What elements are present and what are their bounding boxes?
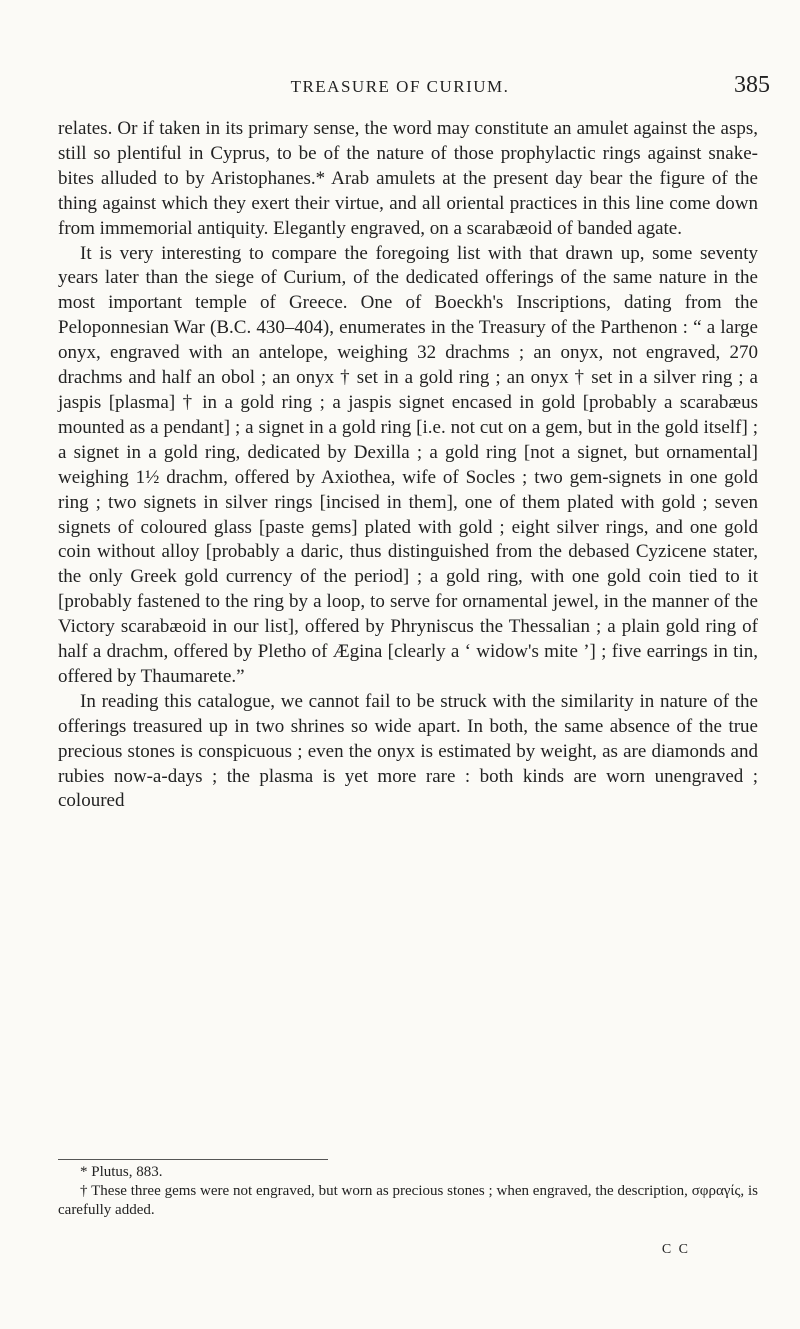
- paragraph-3: In reading this catalogue, we cannot fail to be struck with the similarity in nature of the offerings treasured up in two shrines so wide apart. In both, the same absence of the true precious stones is conspicuous ; even the onyx is estimated by weight, as are diamonds and rubies now-a-days ; the plasma is yet more rare : both kinds are worn unengraved ; coloured: [58, 690, 758, 812]
- page-number: 385: [734, 72, 770, 98]
- footnote-rule: [58, 1159, 328, 1160]
- paragraph-1: relates. Or if taken in its primary sense, the word may constitute an amulet against the asps, still so plentiful in Cyprus, to be of the nature of those prophylactic rings against snake-bites alluded to by Aristophanes.* Arab amulets at the present day bear the figure of the thing against which they exert their virtue, and all oriental practices in this line come down from immemorial antiquity. Elegantly engraved, on a scarabæoid of banded agate.: [58, 118, 758, 239]
- footnote-2: † These three gems were not engraved, but worn as precious stones ; when engraved, the description, σφραγίς, is carefully added.: [58, 1183, 758, 1218]
- body-text: [58, 117, 758, 814]
- running-title: TREASURE OF CURIUM.: [290, 77, 510, 96]
- footnotes: [58, 1163, 758, 1220]
- signature-mark: C C: [661, 1242, 690, 1257]
- footnote-1: * Plutus, 883.: [80, 1164, 163, 1180]
- paragraph-2: It is very interesting to compare the foregoing list with that drawn up, some seventy years later than the siege of Curium, of the dedicated offerings of the same nature in the most important temple of Greece. One of Boeckh's Inscriptions, dating from the Peloponnesian War (B.C. 430–404), enumerates in the Treasury of the Parthenon : “ a large onyx, engraved with an antelope, weighing 32 drachms ; an onyx, not engraved, 270 drachms and half an obol ; an onyx † set in a gold ring ; an onyx † set in a silver ring ; a jaspis [plasma] † in a gold ring ; a jaspis signet encased in gold [probably a scarabæus mounted as a pendant] ; a signet in a gold ring [i.e. not cut on a gem, but in the gold itself] ; a signet in a gold ring, dedicated by Dexilla ; a gold ring [not a signet, but ornamental] weighing 1½ drachm, offered by Axiothea, wife of Socles ; two gem-signets in one gold ring ; two signets in silver rings [incised in them], one of them plated with gold ; seven signets of coloured glass [paste gems] plated with gold ; eight silver rings, and one gold coin without alloy [probably a daric, thus distinguished from the debased Cyzicene stater, the only Greek gold currency of the period] ; a gold ring, with one gold coin tied to it [probably fastened to the ring by a loop, to serve for ornamental jewel, in the manner of the Victory scarabæoid in our list], offered by Phryniscus the Thessalian ; a plain gold ring of half a drachm, offered by Pletho of Ægina [clearly a ‘ widow's mite ’] ; five earrings in tin, offered by Thaumarete.”: [58, 242, 758, 687]
